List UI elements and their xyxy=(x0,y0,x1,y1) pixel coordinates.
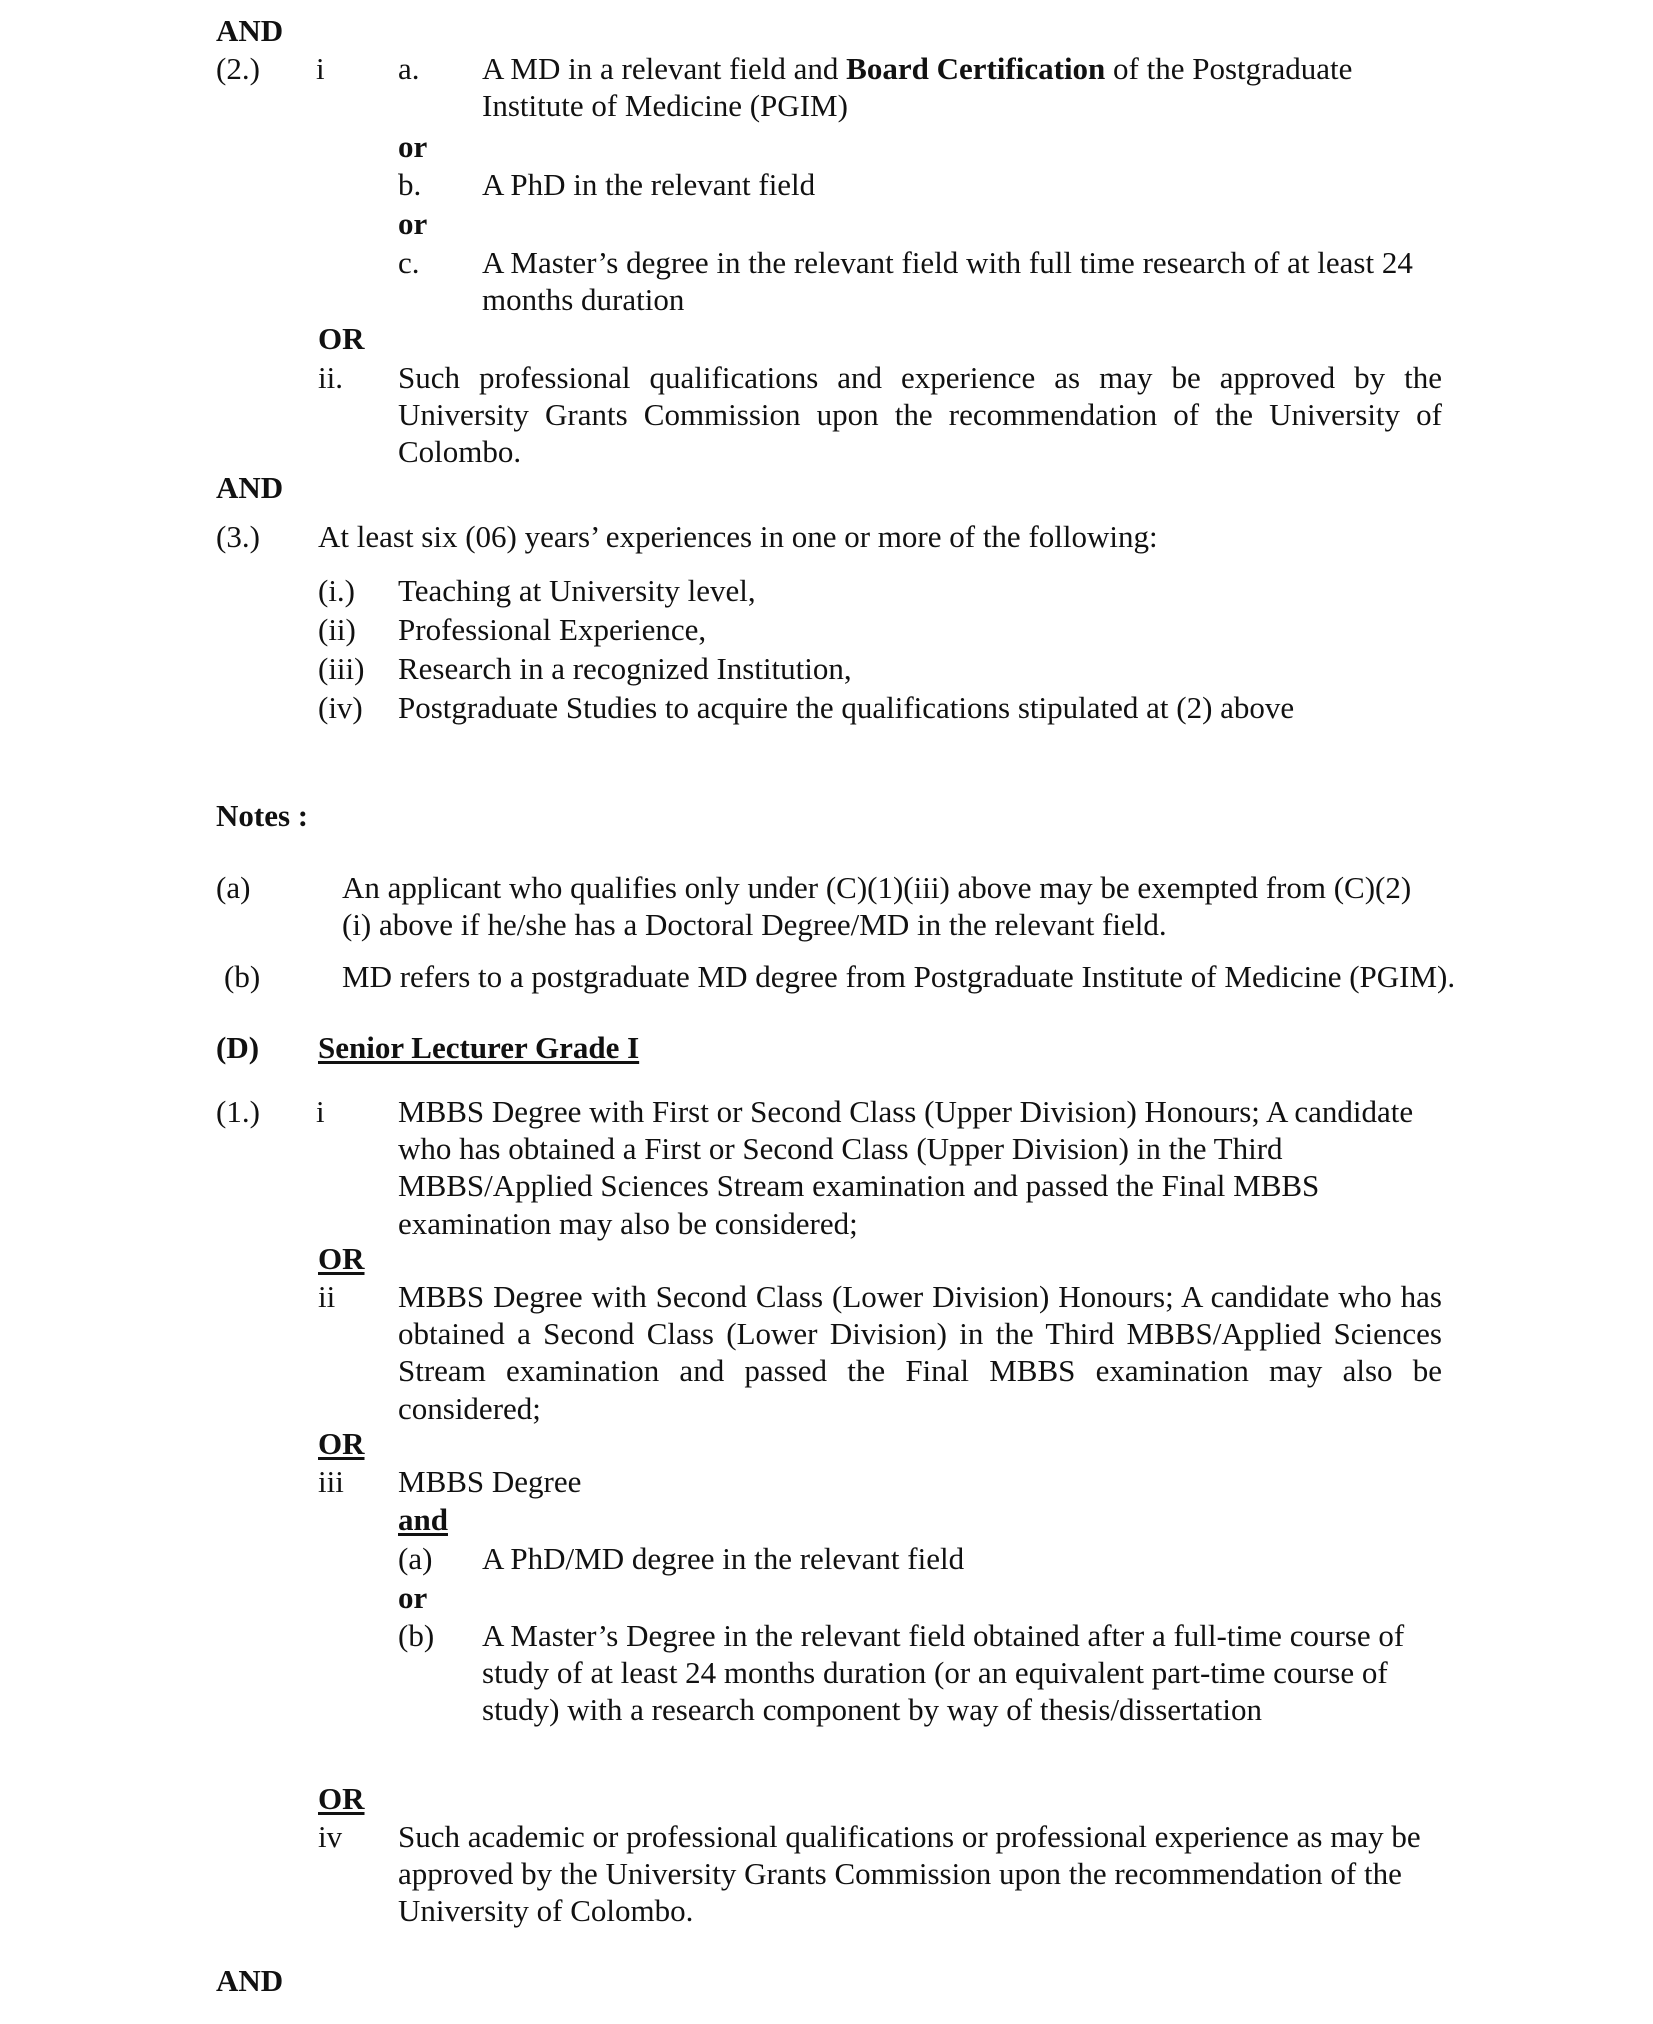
or-connector: OR xyxy=(318,1241,365,1276)
roman-iv: iv xyxy=(318,1819,343,1854)
option-ii-text: Such professional qualifications and experience as may be approved by the University Grants Commission upon the recommendation of the University of Colombo. xyxy=(398,360,1442,470)
roman-iii: iii xyxy=(318,1464,344,1499)
and-connector: AND xyxy=(216,13,284,48)
experience-requirement: At least six (06) years’ experiences in one or more of the following: xyxy=(318,519,1158,554)
item-number-2: (2.) xyxy=(216,51,260,86)
sub-option-b-label: (b) xyxy=(398,1618,435,1653)
list-item-label: (iii) xyxy=(318,651,365,686)
note-b-label: (b) xyxy=(224,959,261,994)
list-item-label: (ii) xyxy=(318,612,356,647)
or-connector: or xyxy=(398,206,428,241)
list-item-label: (iv) xyxy=(318,690,363,725)
and-connector: AND xyxy=(216,470,284,505)
sub-option-b-text: A Master’s Degree in the relevant field obtained after a full-time course of study of at least 24 months duration (or an equivalent part-time course of study) with a research component by way of thesis/dissertation xyxy=(482,1618,1405,1728)
section-d-label: (D) xyxy=(216,1030,260,1065)
option-a-text-end: of the Postgraduate Institute of Medicine (PGIM) xyxy=(482,51,1353,124)
list-item-label: (i.) xyxy=(318,573,356,608)
roman-i: i xyxy=(316,1094,325,1129)
and-connector: AND xyxy=(216,1963,284,1998)
option-b-text: A PhD in the relevant field xyxy=(482,167,816,202)
section-d-title: Senior Lecturer Grade I xyxy=(318,1030,640,1065)
option-iii-text: MBBS Degree xyxy=(398,1464,582,1499)
item-number-1: (1.) xyxy=(216,1094,260,1129)
sub-option-a-text: A PhD/MD degree in the relevant field xyxy=(482,1541,965,1576)
list-item-text: Teaching at University level, xyxy=(398,573,756,608)
or-connector: or xyxy=(398,1580,428,1615)
roman-ii: ii. xyxy=(318,360,343,395)
or-connector: OR xyxy=(318,1426,365,1461)
list-item-text: Postgraduate Studies to acquire the qualifications stipulated at (2) above xyxy=(398,690,1295,725)
and-connector: and xyxy=(398,1502,448,1537)
option-a-label: a. xyxy=(398,51,420,86)
list-item-text: Research in a recognized Institution, xyxy=(398,651,852,686)
option-ii-text: MBBS Degree with Second Class (Lower Division) Honours; A candidate who has obtained a Second Class (Lower Division) in the Third MBBS/Applied Sciences Stream examination and passed the Final MBBS examination may also be considered; xyxy=(398,1279,1442,1426)
option-iv-text: Such academic or professional qualifications or professional experience as may be approved by the University Grants Commission upon the recommendation of the University of Colombo. xyxy=(398,1819,1421,1929)
note-b-text: MD refers to a postgraduate MD degree from Postgraduate Institute of Medicine (PGIM). xyxy=(342,959,1456,994)
or-connector: or xyxy=(398,129,428,164)
sub-option-a-label: (a) xyxy=(398,1541,433,1576)
roman-ii: ii xyxy=(318,1279,336,1314)
option-a-text xyxy=(482,50,1442,124)
notes-heading: Notes : xyxy=(216,798,309,833)
option-c-text: A Master’s degree in the relevant field with full time research of at least 24 months duration xyxy=(482,245,1413,318)
or-connector: OR xyxy=(318,321,365,356)
list-item-text: Professional Experience, xyxy=(398,612,707,647)
option-a-text-start: A MD in a relevant field and xyxy=(482,51,847,86)
note-a-text: An applicant who qualifies only under (C)(1)(iii) above may be exempted from (C)(2) (i) above if he/she has a Doctoral Degree/MD in the relevant field. xyxy=(342,870,1412,943)
option-c-label: c. xyxy=(398,245,420,280)
note-a-label: (a) xyxy=(216,870,251,905)
option-i-text: MBBS Degree with First or Second Class (Upper Division) Honours; A candidate who has obtained a First or Second Class (Upper Division) in the Third MBBS/Applied Sciences Stream examination and passed the Final MBBS examination may also be considered; xyxy=(398,1094,1414,1241)
board-certification: Board Certification xyxy=(846,51,1106,86)
roman-i: i xyxy=(316,51,325,86)
item-number-3: (3.) xyxy=(216,519,260,554)
or-connector: OR xyxy=(318,1781,365,1816)
option-b-label: b. xyxy=(398,167,422,202)
